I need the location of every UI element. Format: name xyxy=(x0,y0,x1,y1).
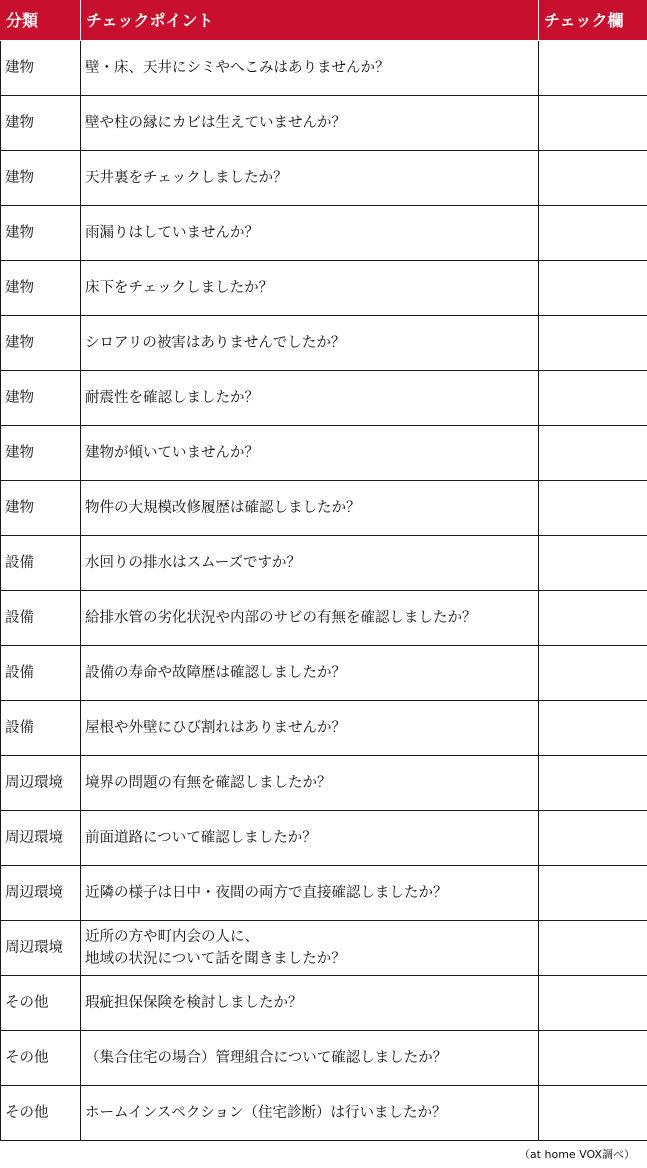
row-check-cell[interactable] xyxy=(539,315,647,370)
row-checkpoint: 耐震性を確認しましたか？ xyxy=(81,370,539,425)
row-checkpoint: 前面道路について確認しましたか？ xyxy=(81,810,539,865)
row-checkpoint: ホームインスペクション（住宅診断）は行いましたか？ xyxy=(81,1085,539,1140)
table-row xyxy=(1,865,647,920)
row-check-cell[interactable] xyxy=(539,865,647,920)
table-row xyxy=(1,260,647,315)
row-check-cell[interactable] xyxy=(539,975,647,1030)
row-checkpoint: 境界の問題の有無を確認しましたか？ xyxy=(81,755,539,810)
row-category: 周辺環境 xyxy=(1,920,81,975)
header-check-column: チェック欄 xyxy=(539,0,647,40)
row-checkpoint: （集合住宅の場合）管理組合について確認しましたか？ xyxy=(81,1030,539,1085)
row-checkpoint: 給排水管の劣化状況や内部のサビの有無を確認しましたか？ xyxy=(81,590,539,645)
source-footnote: （at home VOX調べ） xyxy=(518,1148,635,1161)
row-checkpoint: 水回りの排水はスムーズですか？ xyxy=(81,535,539,590)
table-row xyxy=(1,150,647,205)
table-row xyxy=(1,370,647,425)
table-row xyxy=(1,1030,647,1085)
row-category: 設備 xyxy=(1,590,81,645)
row-check-cell[interactable] xyxy=(539,645,647,700)
row-category: 建物 xyxy=(1,260,81,315)
table-row xyxy=(1,590,647,645)
table-row xyxy=(1,535,647,590)
row-checkpoint: シロアリの被害はありませんでしたか？ xyxy=(81,315,539,370)
row-checkpoint: 建物が傾いていませんか？ xyxy=(81,425,539,480)
row-check-cell[interactable] xyxy=(539,150,647,205)
row-category: その他 xyxy=(1,975,81,1030)
row-checkpoint: 壁・床、天井にシミやへこみはありませんか？ xyxy=(81,40,539,95)
table-row xyxy=(1,645,647,700)
row-category: 建物 xyxy=(1,150,81,205)
row-category: 設備 xyxy=(1,535,81,590)
row-checkpoint: 瑕疵担保保険を検討しましたか？ xyxy=(81,975,539,1030)
table-row xyxy=(1,95,647,150)
table-row xyxy=(1,700,647,755)
row-check-cell[interactable] xyxy=(539,535,647,590)
row-checkpoint: 屋根や外壁にひび割れはありませんか？ xyxy=(81,700,539,755)
table-row xyxy=(1,40,647,95)
row-check-cell[interactable] xyxy=(539,1030,647,1085)
row-category: 建物 xyxy=(1,205,81,260)
row-checkpoint: 天井裏をチェックしましたか？ xyxy=(81,150,539,205)
row-check-cell[interactable] xyxy=(539,1085,647,1140)
row-check-cell[interactable] xyxy=(539,700,647,755)
row-check-cell[interactable] xyxy=(539,755,647,810)
table-row xyxy=(1,920,647,975)
row-check-cell[interactable] xyxy=(539,40,647,95)
row-check-cell[interactable] xyxy=(539,810,647,865)
row-checkpoint: 物件の大規模改修履歴は確認しましたか？ xyxy=(81,480,539,535)
table-row xyxy=(1,975,647,1030)
row-category: その他 xyxy=(1,1085,81,1140)
header-row xyxy=(1,0,647,40)
row-category: 建物 xyxy=(1,425,81,480)
row-check-cell[interactable] xyxy=(539,920,647,975)
table-row xyxy=(1,315,647,370)
table-row xyxy=(1,425,647,480)
row-check-cell[interactable] xyxy=(539,480,647,535)
row-category: その他 xyxy=(1,1030,81,1085)
header-checkpoint: チェックポイント xyxy=(81,0,539,40)
row-check-cell[interactable] xyxy=(539,95,647,150)
table-header xyxy=(1,0,647,40)
table-row xyxy=(1,755,647,810)
row-checkpoint: 近隣の様子は日中・夜間の両方で直接確認しましたか？ xyxy=(81,865,539,920)
row-check-cell[interactable] xyxy=(539,260,647,315)
table-row xyxy=(1,810,647,865)
row-category: 建物 xyxy=(1,370,81,425)
table-body xyxy=(1,40,647,1140)
table-row xyxy=(1,205,647,260)
row-check-cell[interactable] xyxy=(539,370,647,425)
row-check-cell[interactable] xyxy=(539,425,647,480)
row-category: 建物 xyxy=(1,480,81,535)
header-category: 分類 xyxy=(1,0,81,40)
row-checkpoint: 設備の寿命や故障歴は確認しましたか？ xyxy=(81,645,539,700)
row-checkpoint: 近所の方や町内会の人に、 地域の状況について話を聞きましたか？ xyxy=(81,920,539,975)
row-category: 周辺環境 xyxy=(1,755,81,810)
row-category: 建物 xyxy=(1,40,81,95)
row-category: 建物 xyxy=(1,95,81,150)
row-check-cell[interactable] xyxy=(539,205,647,260)
row-checkpoint: 床下をチェックしましたか？ xyxy=(81,260,539,315)
row-checkpoint: 壁や柱の縁にカビは生えていませんか？ xyxy=(81,95,539,150)
row-category: 周辺環境 xyxy=(1,810,81,865)
row-category: 設備 xyxy=(1,645,81,700)
row-category: 設備 xyxy=(1,700,81,755)
row-check-cell[interactable] xyxy=(539,590,647,645)
table-row xyxy=(1,480,647,535)
row-checkpoint: 雨漏りはしていませんか？ xyxy=(81,205,539,260)
table-row xyxy=(1,1085,647,1140)
row-category: 周辺環境 xyxy=(1,865,81,920)
row-category: 建物 xyxy=(1,315,81,370)
